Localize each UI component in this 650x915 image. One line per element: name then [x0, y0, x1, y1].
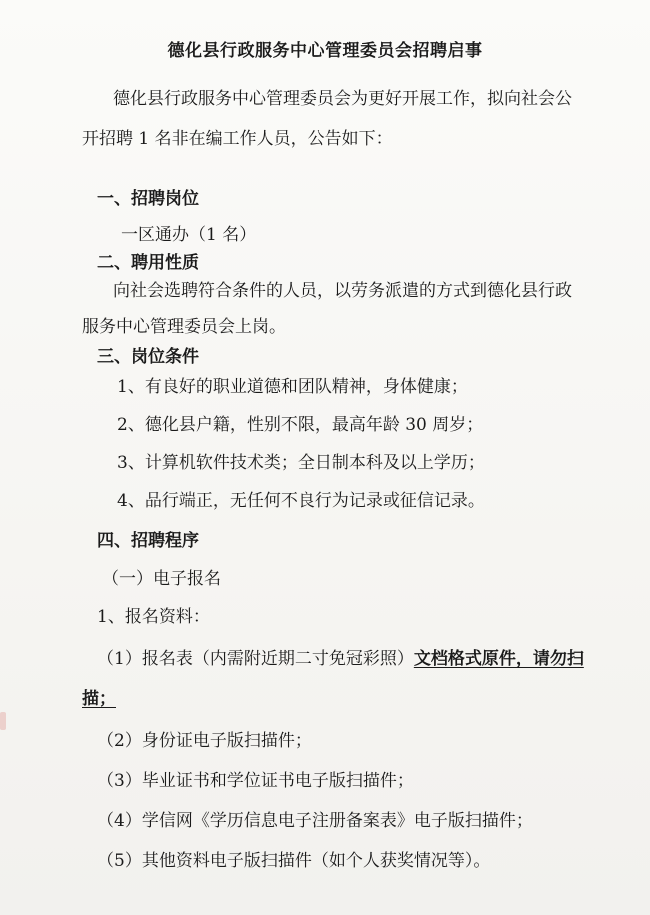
section-2-heading: 二、聘用性质 — [97, 253, 199, 273]
material-item-2: （2）身份证电子版扫描件； — [97, 731, 312, 751]
material-item-1-text: （1）报名表（内需附近期二寸免冠彩照） — [97, 649, 414, 669]
section-4-heading: 四、招聘程序 — [97, 531, 199, 551]
section-2-line-2: 服务中心管理委员会上岗。 — [82, 317, 286, 337]
section-1-item: 一区通办（1 名） — [121, 225, 257, 245]
material-item-1-emphasis: 文档格式原件，请勿扫 — [413, 649, 584, 669]
page-edge-mark — [0, 712, 6, 730]
procedure-subheading: （一）电子报名 — [102, 569, 221, 589]
condition-item-4: 4、品行端正，无任何不良行为记录或征信记录。 — [117, 491, 485, 511]
condition-item-1: 1、有良好的职业道德和团队精神，身体健康； — [117, 377, 468, 397]
document-title: 德化县行政服务中心管理委员会招聘启事 — [167, 41, 483, 61]
material-item-1-emphasis-cont: 描； — [82, 689, 116, 709]
section-3-heading: 三、岗位条件 — [97, 347, 199, 367]
condition-item-3: 3、计算机软件技术类；全日制本科及以上学历； — [117, 453, 485, 473]
condition-item-2: 2、德化县户籍，性别不限，最高年龄 30 周岁； — [117, 415, 484, 435]
material-item-5: （5）其他资料电子版扫描件（如个人获奖情况等）。 — [97, 851, 491, 871]
intro-line-2: 开招聘 1 名非在编工作人员，公告如下： — [82, 129, 393, 149]
intro-line-1: 德化县行政服务中心管理委员会为更好开展工作，拟向社会公 — [113, 89, 572, 109]
material-item-4: （4）学信网《学历信息电子注册备案表》电子版扫描件； — [97, 811, 533, 831]
section-1-heading: 一、招聘岗位 — [97, 189, 199, 209]
materials-heading: 1、报名资料： — [97, 607, 210, 627]
material-item-3: （3）毕业证书和学位证书电子版扫描件； — [97, 771, 414, 791]
section-2-line-1: 向社会选聘符合条件的人员，以劳务派遣的方式到德化县行政 — [113, 281, 572, 301]
material-item-1 — [97, 648, 584, 670]
